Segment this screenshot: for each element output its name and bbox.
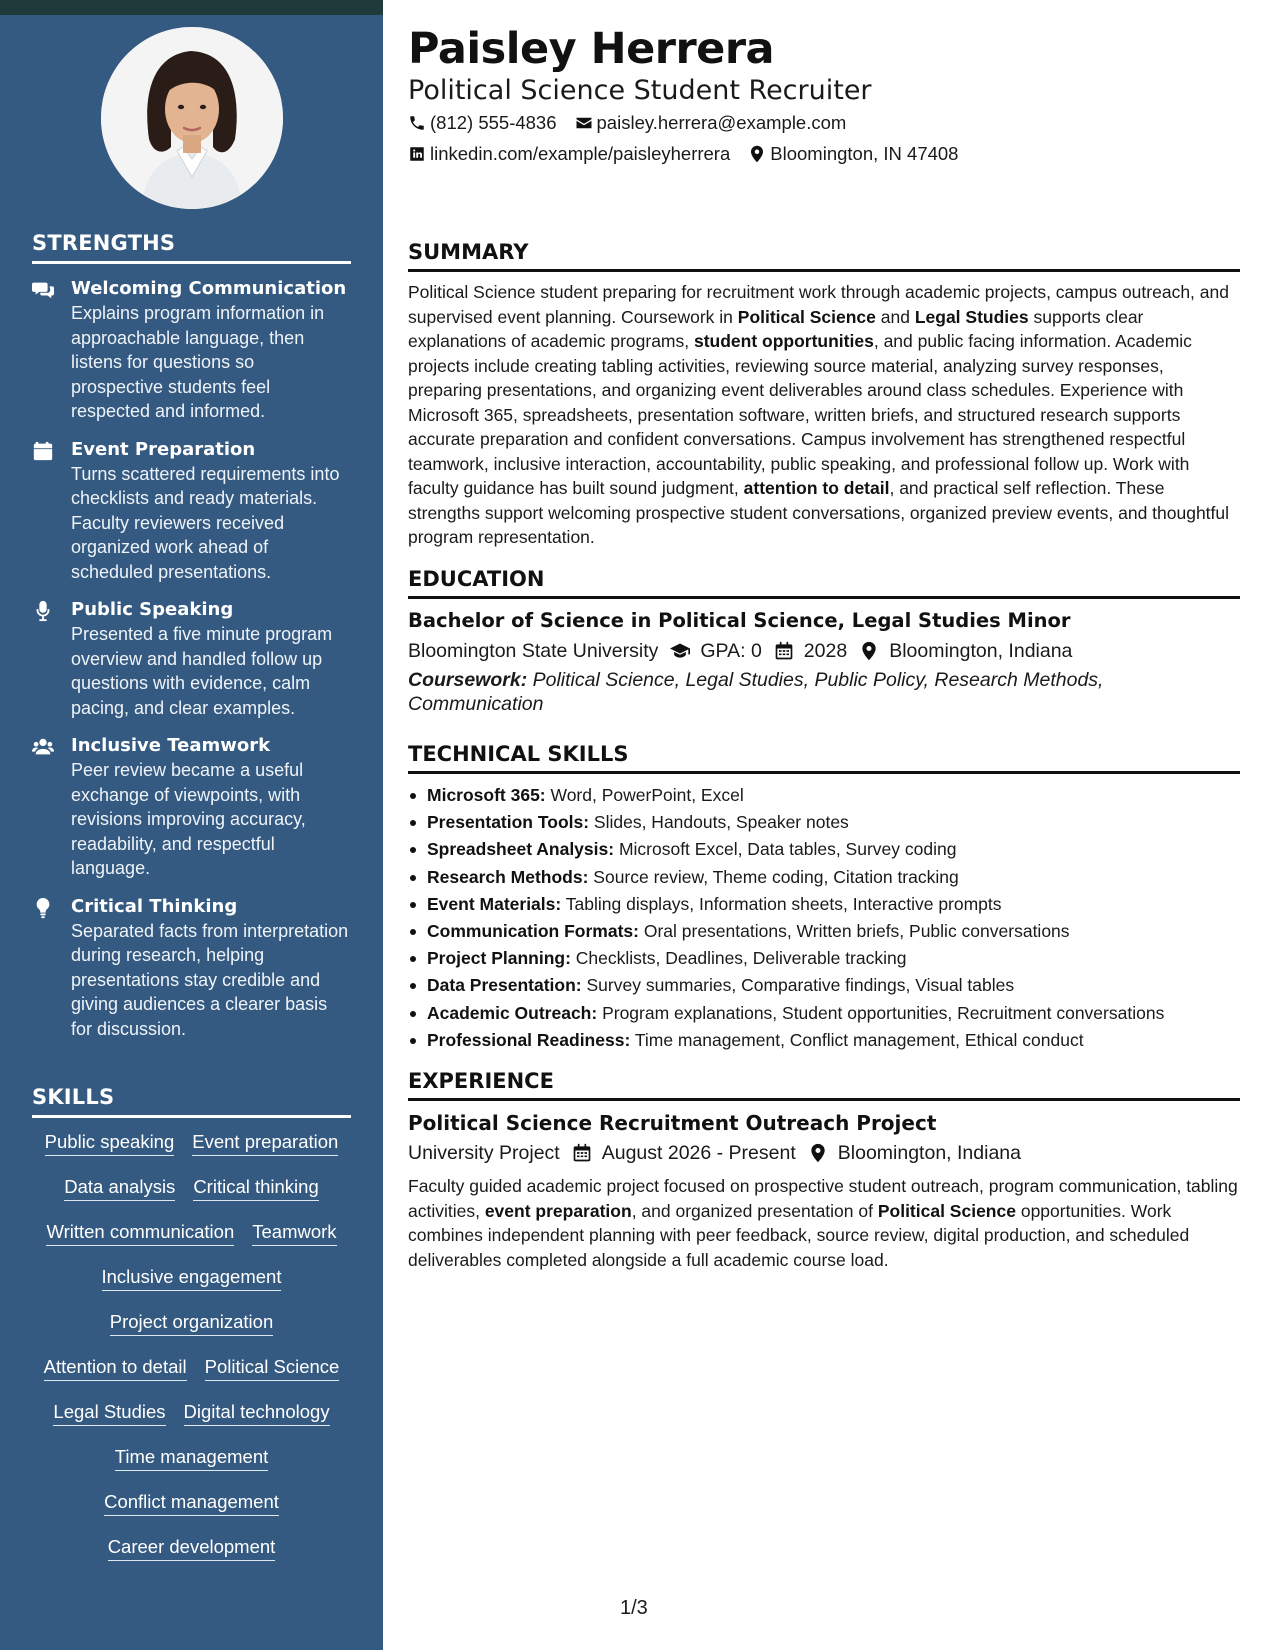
strength-title: Inclusive Teamwork: [71, 735, 271, 756]
skill-tag: Project organization: [110, 1310, 274, 1336]
strength-title: Welcoming Communication: [71, 278, 347, 299]
linkedin-text: linkedin.com/example/paisleyherrera: [430, 143, 731, 164]
skill-tag: Critical thinking: [193, 1175, 318, 1201]
strength-description: Turns scattered requirements into checklists and ready materials. Faculty reviewers received organized work ahead of scheduled presentations.: [71, 463, 340, 582]
graduation-year: 2028: [774, 636, 847, 666]
strengths-section: [32, 231, 351, 1041]
skill-tag: Data analysis: [64, 1175, 175, 1201]
map-pin-icon: [859, 641, 879, 661]
experience-dates: August 2026 - Present: [572, 1138, 796, 1168]
users-icon: [32, 734, 71, 881]
list-item: Presentation Tools: Slides, Handouts, Speaker notes: [408, 809, 1240, 836]
skill-tag: Time management: [115, 1445, 269, 1471]
sidebar-top-bar: [0, 0, 383, 15]
education-location: Bloomington, Indiana: [859, 636, 1072, 666]
strength-title: Public Speaking: [71, 599, 234, 620]
summary-section: [408, 240, 1240, 550]
microphone-icon: [32, 598, 71, 720]
list-item: Event Materials: Tabling displays, Information sheets, Interactive prompts: [408, 891, 1240, 918]
skill-tag: Political Science: [205, 1355, 340, 1381]
skill-tag: Written communication: [46, 1220, 234, 1246]
skills-heading: SKILLS: [32, 1085, 351, 1118]
list-item: Professional Readiness: Time management, Conflict management, Ethical conduct: [408, 1027, 1240, 1054]
contact-phone[interactable]: [408, 112, 557, 134]
list-item: Research Methods: Source review, Theme coding, Citation tracking: [408, 864, 1240, 891]
summary-text: Political Science student preparing for recruitment work through academic projects, campus outreach, and supervised event planning. Coursework in Political Science and Legal Studies supports clear explanations of academic programs, student opportunities, and public facing information. Academic projects include creating tabling activities, reviewing source material, analyzing survey responses, preparing presentations, and organizing event deliverables around class schedules. Experience with Microsoft 365, spreadsheets, presentation software, written briefs, and structured research supports accurate preparation and confident conversations. Campus involvement has strengthened respectful teamwork, inclusive interaction, accountability, public speaking, and professional follow up. Work with faculty guidance has built sound judgment, attention to detail, and practical self reflection. These strengths support welcoming prospective student conversations, organized preview events, and thoughtful program representation.: [408, 282, 1230, 547]
experience-title: Political Science Recruitment Outreach Project: [408, 1111, 937, 1135]
strength-item: [32, 598, 351, 720]
email-text: paisley.herrera@example.com: [596, 112, 847, 133]
location-text: Bloomington, IN 47408: [770, 143, 959, 164]
list-item: Project Planning: Checklists, Deadlines, Deliverable tracking: [408, 945, 1240, 972]
phone-text: (812) 555-4836: [430, 112, 557, 133]
envelope-icon: [575, 114, 593, 132]
strength-item: [32, 277, 351, 424]
technical-skills-section: [408, 742, 1240, 1054]
technical-skills-list: [408, 782, 1240, 1054]
contact-email[interactable]: [575, 112, 847, 134]
skill-tag: Event preparation: [192, 1130, 338, 1156]
lightbulb-icon: [32, 895, 71, 1042]
skill-tag: Digital technology: [184, 1400, 330, 1426]
strength-description: Separated facts from interpretation during research, helping presentations stay credible and giving audiences a clearer basis for discussion.: [71, 920, 349, 1039]
coursework: Coursework: Political Science, Legal Studies, Public Policy, Research Methods, Communication: [408, 669, 1104, 715]
degree-title: Bachelor of Science in Political Science, Legal Studies Minor: [408, 609, 1071, 632]
phone-icon: [408, 114, 426, 132]
skills-cloud: [32, 1130, 351, 1561]
gpa: GPA: 0: [670, 636, 761, 666]
experience-location: Bloomington, Indiana: [808, 1138, 1021, 1168]
skill-tag: Career development: [108, 1535, 276, 1561]
list-item: Spreadsheet Analysis: Microsoft Excel, Data tables, Survey coding: [408, 836, 1240, 863]
skill-tag: Public speaking: [45, 1130, 175, 1156]
strength-description: Explains program information in approachable language, then listens for questions so prospective students feel respected and informed.: [71, 303, 325, 421]
skill-tag: Conflict management: [104, 1490, 279, 1516]
skill-tag: Attention to detail: [44, 1355, 187, 1381]
experience-meta: [408, 1138, 1240, 1168]
contact-row: [408, 112, 864, 134]
contact-row: [408, 143, 976, 165]
experience-description: Faculty guided academic project focused on prospective student outreach, program communication, tabling activities, event preparation, and organized presentation of Political Science opportunities. Work combines independent planning with peer feedback, source review, digital production, and scheduled deliverables completed alongside a full academic course load.: [408, 1176, 1238, 1270]
strength-title: Critical Thinking: [71, 895, 238, 917]
strength-item: [32, 438, 351, 585]
comments-icon: [32, 277, 71, 424]
list-item: Data Presentation: Survey summaries, Comparative findings, Visual tables: [408, 972, 1240, 999]
calendar-icon: [32, 438, 71, 585]
calendar-icon: [774, 641, 794, 661]
education-heading: EDUCATION: [408, 567, 1240, 599]
technical-skills-heading: TECHNICAL SKILLS: [408, 742, 1240, 774]
skill-tag: Inclusive engagement: [102, 1265, 282, 1291]
education-meta: [408, 636, 1240, 666]
job-title: Political Science Student Recruiter: [408, 75, 872, 106]
summary-heading: SUMMARY: [408, 240, 1240, 272]
education-section: [408, 567, 1240, 716]
experience-section: [408, 1069, 1240, 1272]
map-pin-icon: [748, 145, 766, 163]
strength-description: Peer review became a useful exchange of viewpoints, with revisions improving accuracy, readability, and respectful language.: [71, 760, 306, 878]
contact-location: [748, 143, 958, 165]
strength-item: [32, 734, 351, 881]
graduation-cap-icon: [670, 641, 690, 661]
sidebar: [0, 0, 383, 1650]
calendar-icon: [572, 1143, 592, 1163]
contact-linkedin[interactable]: [408, 143, 730, 165]
candidate-name: Paisley Herrera: [408, 24, 775, 74]
strength-description: Presented a five minute program overview and handled follow up questions with evidence, calm pacing, and clear examples.: [71, 624, 333, 718]
strength-item: [32, 895, 351, 1042]
map-pin-icon: [808, 1143, 828, 1163]
list-item: Microsoft 365: Word, PowerPoint, Excel: [408, 782, 1240, 809]
list-item: Communication Formats: Oral presentations, Written briefs, Public conversations: [408, 918, 1240, 945]
list-item: Academic Outreach: Program explanations, Student opportunities, Recruitment conversations: [408, 1000, 1240, 1027]
profile-photo: [101, 27, 283, 209]
skill-tag: Legal Studies: [53, 1400, 165, 1426]
experience-heading: EXPERIENCE: [408, 1069, 1240, 1101]
experience-org: University Project: [408, 1142, 560, 1164]
linkedin-icon: [408, 145, 426, 163]
school-name: Bloomington State University: [408, 640, 659, 662]
skill-tag: Teamwork: [252, 1220, 336, 1246]
strength-title: Event Preparation: [71, 438, 256, 460]
strengths-heading: STRENGTHS: [32, 231, 351, 264]
skills-section: [32, 1085, 351, 1561]
page-number: 1/3: [620, 1597, 648, 1619]
